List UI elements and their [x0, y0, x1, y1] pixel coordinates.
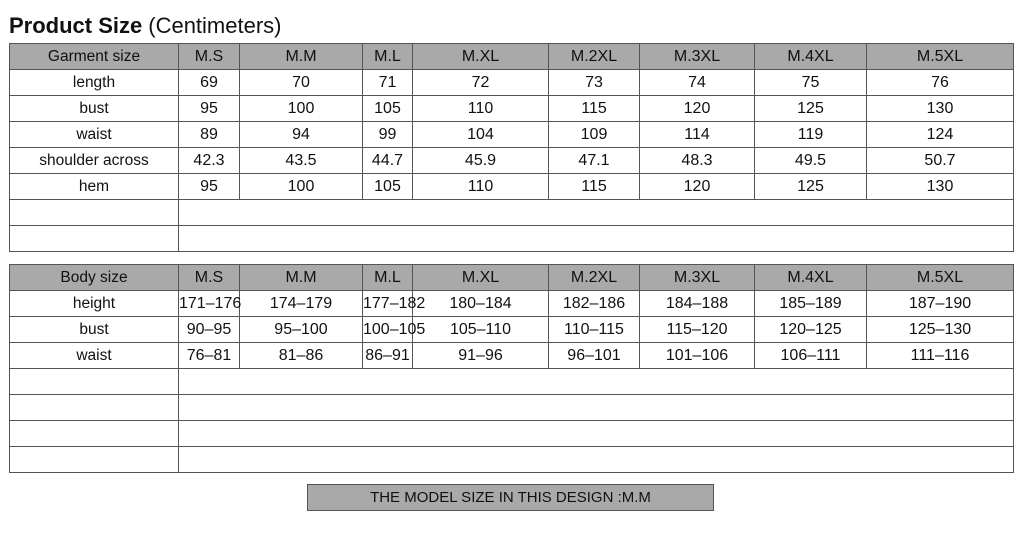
model-size-note: THE MODEL SIZE IN THIS DESIGN :M.M: [307, 484, 714, 511]
table-cell: 120: [640, 174, 755, 200]
table-cell: 105–110: [413, 317, 549, 343]
table-cell: 115–120: [640, 317, 755, 343]
size-header: M.2XL: [549, 44, 640, 70]
table-cell: 43.5: [240, 148, 363, 174]
table-cell: 105: [363, 96, 413, 122]
table-row: [10, 174, 1014, 200]
empty-cell: [179, 447, 1014, 473]
table-cell: 111–116: [867, 343, 1014, 369]
table-cell: 95–100: [240, 317, 363, 343]
table-cell: 171–176: [179, 291, 240, 317]
table-cell: 115: [549, 174, 640, 200]
table-row: [10, 96, 1014, 122]
empty-row: [10, 226, 1014, 252]
table-cell: 70: [240, 70, 363, 96]
empty-label-cell: [10, 395, 179, 421]
table-cell: 110–115: [549, 317, 640, 343]
size-header: M.5XL: [867, 44, 1014, 70]
empty-cell: [179, 226, 1014, 252]
table-row: [10, 317, 1014, 343]
empty-label-cell: [10, 447, 179, 473]
size-header: M.M: [240, 265, 363, 291]
table-cell: 89: [179, 122, 240, 148]
row-label: hem: [10, 174, 179, 200]
empty-cell: [179, 421, 1014, 447]
table-cell: 50.7: [867, 148, 1014, 174]
empty-row: [10, 421, 1014, 447]
table-cell: 48.3: [640, 148, 755, 174]
table-cell: 99: [363, 122, 413, 148]
size-header: M.2XL: [549, 265, 640, 291]
size-header: M.XL: [413, 44, 549, 70]
table-cell: 187–190: [867, 291, 1014, 317]
row-label: bust: [10, 96, 179, 122]
table-cell: 47.1: [549, 148, 640, 174]
table-cell: 76–81: [179, 343, 240, 369]
empty-row: [10, 200, 1014, 226]
row-label: bust: [10, 317, 179, 343]
table-cell: 75: [755, 70, 867, 96]
table-cell: 100: [240, 96, 363, 122]
table-cell: 182–186: [549, 291, 640, 317]
table-cell: 45.9: [413, 148, 549, 174]
table-row: [10, 291, 1014, 317]
size-header: M.L: [363, 265, 413, 291]
table-cell: 130: [867, 174, 1014, 200]
table-cell: 86–91: [363, 343, 413, 369]
table-cell: 125: [755, 174, 867, 200]
body-header-label: Body size: [10, 265, 179, 291]
empty-row: [10, 369, 1014, 395]
size-header: M.5XL: [867, 265, 1014, 291]
table-row: [10, 122, 1014, 148]
table-cell: 115: [549, 96, 640, 122]
table-cell: 74: [640, 70, 755, 96]
row-label: waist: [10, 122, 179, 148]
table-cell: 100: [240, 174, 363, 200]
garment-size-table: [9, 43, 1014, 252]
row-label: waist: [10, 343, 179, 369]
empty-label-cell: [10, 226, 179, 252]
table-cell: 125: [755, 96, 867, 122]
table-row: [10, 148, 1014, 174]
empty-label-cell: [10, 421, 179, 447]
table-cell: 95: [179, 96, 240, 122]
size-header: M.XL: [413, 265, 549, 291]
table-cell: 44.7: [363, 148, 413, 174]
table-cell: 185–189: [755, 291, 867, 317]
table-cell: 109: [549, 122, 640, 148]
table-cell: 130: [867, 96, 1014, 122]
table-cell: 174–179: [240, 291, 363, 317]
size-header: M.3XL: [640, 265, 755, 291]
table-cell: 91–96: [413, 343, 549, 369]
table-cell: 101–106: [640, 343, 755, 369]
title-main: Product Size: [9, 13, 143, 38]
table-cell: 73: [549, 70, 640, 96]
table-cell: 110: [413, 174, 549, 200]
table-row: [10, 343, 1014, 369]
table-cell: 124: [867, 122, 1014, 148]
table-cell: 69: [179, 70, 240, 96]
table-cell: 125–130: [867, 317, 1014, 343]
table-cell: 104: [413, 122, 549, 148]
garment-header-label: Garment size: [10, 44, 179, 70]
table-cell: 81–86: [240, 343, 363, 369]
empty-cell: [179, 200, 1014, 226]
row-label: shoulder across: [10, 148, 179, 174]
size-header: M.S: [179, 44, 240, 70]
empty-label-cell: [10, 200, 179, 226]
table-cell: 119: [755, 122, 867, 148]
table-cell: 177–182: [363, 291, 413, 317]
size-header: M.4XL: [755, 265, 867, 291]
empty-row: [10, 447, 1014, 473]
table-cell: 72: [413, 70, 549, 96]
table-cell: 105: [363, 174, 413, 200]
table-header-row: [10, 44, 1014, 70]
table-header-row: [10, 265, 1014, 291]
table-cell: 90–95: [179, 317, 240, 343]
table-cell: 100–105: [363, 317, 413, 343]
table-cell: 49.5: [755, 148, 867, 174]
table-cell: 110: [413, 96, 549, 122]
size-header: M.4XL: [755, 44, 867, 70]
table-cell: 96–101: [549, 343, 640, 369]
row-label: height: [10, 291, 179, 317]
page-title: [9, 12, 282, 40]
body-size-table: [9, 264, 1014, 473]
table-cell: 76: [867, 70, 1014, 96]
table-cell: 106–111: [755, 343, 867, 369]
table-cell: 120–125: [755, 317, 867, 343]
row-label: length: [10, 70, 179, 96]
size-header: M.M: [240, 44, 363, 70]
size-header: M.3XL: [640, 44, 755, 70]
size-header: M.S: [179, 265, 240, 291]
table-cell: 42.3: [179, 148, 240, 174]
table-cell: 184–188: [640, 291, 755, 317]
empty-label-cell: [10, 369, 179, 395]
table-cell: 114: [640, 122, 755, 148]
size-header: M.L: [363, 44, 413, 70]
empty-row: [10, 395, 1014, 421]
table-cell: 180–184: [413, 291, 549, 317]
table-cell: 120: [640, 96, 755, 122]
table-cell: 71: [363, 70, 413, 96]
title-unit: (Centimeters): [148, 13, 282, 38]
empty-cell: [179, 395, 1014, 421]
table-row: [10, 70, 1014, 96]
empty-cell: [179, 369, 1014, 395]
table-cell: 94: [240, 122, 363, 148]
table-cell: 95: [179, 174, 240, 200]
